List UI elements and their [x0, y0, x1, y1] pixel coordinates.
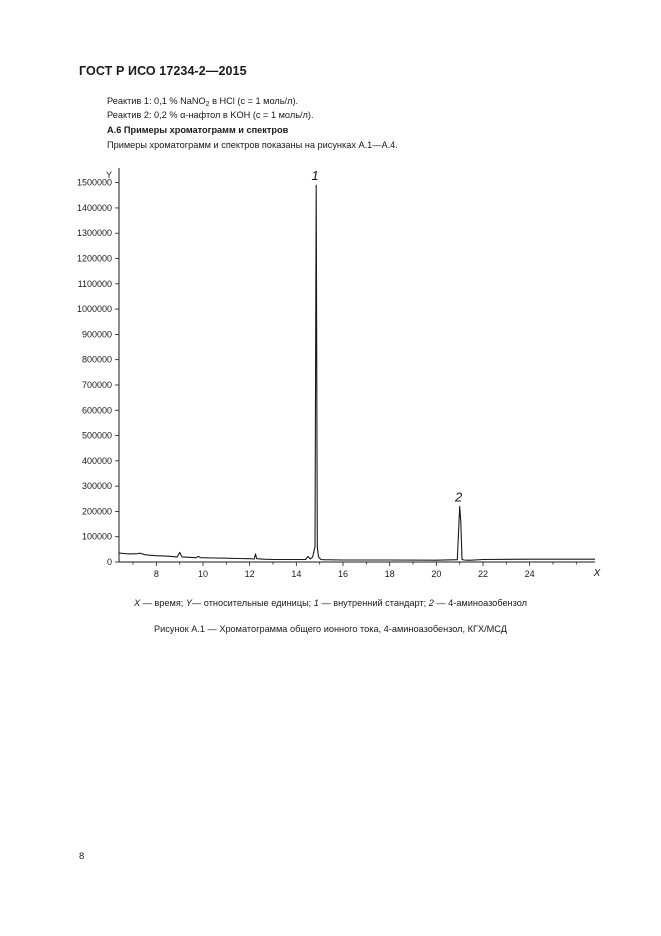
x-tick-label: 20 [431, 569, 442, 579]
x-tick-label: 22 [477, 569, 489, 579]
intro-paragraph: Примеры хроматограмм и спектров показаны на рисунках А.1—А.4. [107, 140, 398, 150]
peak-label-2: 2 [455, 489, 463, 505]
y-tick-label: 400000 [81, 455, 112, 466]
x-tick-label: 8 [153, 569, 159, 579]
legend-y: Y [185, 598, 193, 608]
legend-x: X [133, 598, 141, 608]
y-tick-label: 1400000 [76, 202, 112, 213]
y-tick-label: 1100000 [77, 278, 112, 289]
y-tick-label: 1500000 [76, 177, 112, 188]
x-tick-label: 10 [197, 569, 209, 579]
y-tick-label: 900000 [81, 329, 112, 340]
page-number: 8 [79, 851, 85, 862]
legend-1: 1 [313, 598, 319, 608]
x-tick-label: 16 [337, 569, 349, 579]
section-heading: А.6 Примеры хроматограмм и спектров [107, 125, 289, 135]
legend-1-desc: — внутренний стандарт; [318, 598, 429, 608]
legend-x-desc: — время; [140, 598, 186, 608]
x-tick-label: 18 [384, 569, 395, 579]
y-tick-label: 500000 [81, 430, 112, 441]
legend-y-desc: — относительные единицы; [192, 598, 314, 608]
x-tick-label: 12 [244, 569, 255, 579]
y-tick-label: 200000 [81, 506, 112, 517]
y-tick-label: 0 [106, 557, 112, 567]
legend-2-desc: — 4-аминоазобензол [433, 598, 528, 608]
y-tick-label: 100000 [81, 531, 112, 542]
y-axis-label: Y [105, 170, 113, 180]
reagent-1-text: Реактив 1: 0,1 % NaNO [107, 96, 206, 106]
x-tick-label: 14 [291, 569, 302, 579]
x-axis-label: X [593, 568, 601, 579]
reagent-2: Реактив 2: 0,2 % α-нафтол в KOH (c = 1 моль/л). [107, 110, 314, 120]
y-tick-label: 1300000 [76, 228, 112, 239]
y-tick-label: 700000 [81, 379, 112, 390]
y-tick-label: 1000000 [76, 304, 112, 315]
y-tick-label: 1200000 [76, 253, 112, 264]
y-tick-label: 600000 [81, 405, 112, 416]
x-tick-label: 24 [524, 569, 535, 579]
peak-label-1: 1 [311, 168, 319, 184]
reagent-1-subscript: 2 [205, 101, 210, 108]
reagent-1-suffix: в HCl (c = 1 моль/л). [209, 96, 299, 106]
y-tick-label: 800000 [81, 354, 112, 365]
figure-caption: Рисунок А.1 — Хроматограмма общего ионного тока, 4-аминоазобензол, КГХ/МСД [154, 624, 507, 634]
document-header: ГОСТ Р ИСО 17234-2—2015 [79, 64, 247, 78]
chromatogram-trace [119, 185, 595, 560]
y-tick-label: 300000 [81, 481, 112, 492]
figure-legend [0, 598, 661, 608]
legend-2: 2 [428, 598, 434, 608]
